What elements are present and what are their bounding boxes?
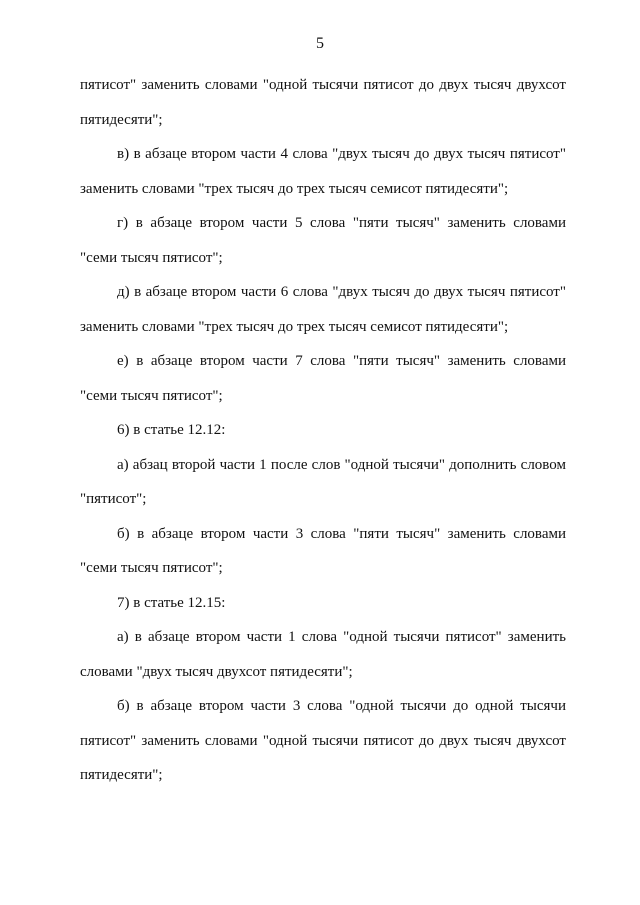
text-line: 7) в статье 12.15: xyxy=(117,594,226,611)
text-line: "пятисот"; xyxy=(80,491,147,507)
text-line: г) в абзаце втором части 5 слова "пяти тысяч" заменить словами xyxy=(117,215,566,231)
text-line: пятисот" заменить словами "одной тысячи пятисот до двух тысяч двухсот xyxy=(80,77,566,93)
text-line: д) в абзаце втором части 6 слова "двух тысяч до двух тысяч пятисот" xyxy=(117,284,566,300)
text-line: пятидесяти"; xyxy=(80,767,163,783)
text-line: б) в абзаце втором части 3 слова "пяти тысяч" заменить словами xyxy=(117,525,566,542)
text-line: пятисот" заменить словами "одной тысячи пятисот до двух тысяч двухсот xyxy=(80,732,566,749)
text-line: пятидесяти"; xyxy=(80,111,163,128)
document-body xyxy=(80,68,566,793)
text-line: "семи тысяч пятисот"; xyxy=(80,560,223,576)
text-line: в) в абзаце втором части 4 слова "двух тысяч до двух тысяч пятисот" xyxy=(117,146,566,162)
page-number: 5 xyxy=(316,35,324,52)
text-line: е) в абзаце втором части 7 слова "пяти тысяч" заменить словами xyxy=(117,353,566,369)
text-line: а) абзац второй части 1 после слов "одной тысячи" дополнить словом xyxy=(117,456,566,473)
text-line: заменить словами "трех тысяч до трех тысяч семисот пятидесяти"; xyxy=(80,318,509,335)
text-line: "семи тысяч пятисот"; xyxy=(80,249,223,266)
text-line: 6) в статье 12.12: xyxy=(117,422,226,438)
text-line: а) в абзаце втором части 1 слова "одной тысячи пятисот" заменить xyxy=(117,629,566,645)
text-line: заменить словами "трех тысяч до трех тысяч семисот пятидесяти"; xyxy=(80,180,509,197)
text-line: "семи тысяч пятисот"; xyxy=(80,387,223,404)
text-line: словами "двух тысяч двухсот пятидесяти"; xyxy=(80,663,353,680)
text-line: б) в абзаце втором части 3 слова "одной тысячи до одной тысячи xyxy=(117,698,566,714)
